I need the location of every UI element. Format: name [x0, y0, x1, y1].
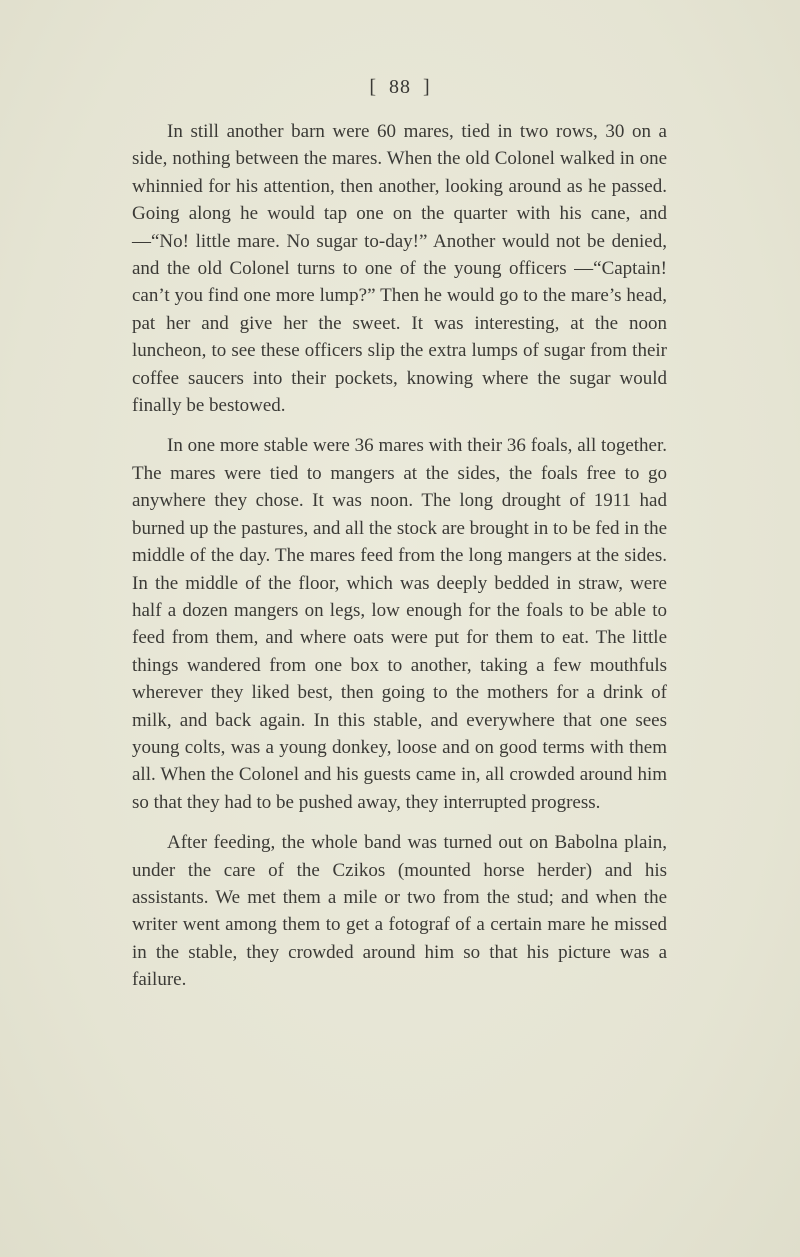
paragraph-3: After feeding, the whole band was turned out on Babolna plain, under the care of the Czikos (mounted horse herder) and his assistants. We met them a mile or two from the stud; and when the writer went among them to get a fotograf of a certain mare he missed in the stable, they crowded around him so that his picture was a failure. — [132, 832, 667, 991]
page-number: [ 88 ] — [369, 76, 431, 98]
paragraph-2: In one more stable were 36 mares with their 36 foals, all together. The mares were tied to mangers at the sides, the foals free to go anywhere they chose. It was noon. The long drought of 1911 had burned up the pastures, and all the stock are brought in to be fed in the middle of the day. The mares feed from the long mangers at the sides. In the middle of the floor, which was deeply bedded in straw, were half a dozen mangers on legs, low enough for the foals to be able to feed from them, and where oats were put for them to eat. The little things wandered from one box to another, taking a few mouthfuls wherever they liked best, then going to the mothers for a drink of milk, and back again. In this stable, and everywhere that one sees young colts, was a young donkey, loose and on good terms with them all. When the Colonel and his guests came in, all crowded around him so that they had to be pushed away, they interrupted progress. — [132, 435, 668, 813]
body-text — [132, 118, 667, 994]
paragraph-1: In still another barn were 60 mares, tied in two rows, 30 on a side, nothing between the mares. When the old Colonel walked in one whinnied for his attention, then another, looking around as he passed. Going along he would tap one on the quarter with his cane, and—“No! little mare. No sugar to-day!” Another would not be denied, and the old Colonel turns to one of the young officers —“Captain! can’t you find one more lump?” Then he would go to the mare’s head, pat her and give her the sweet. It was interesting, at the noon luncheon, to see these officers slip the extra lumps of sugar from their coffee saucers into their pockets, knowing where the sugar would finally be bestowed. — [132, 121, 667, 417]
